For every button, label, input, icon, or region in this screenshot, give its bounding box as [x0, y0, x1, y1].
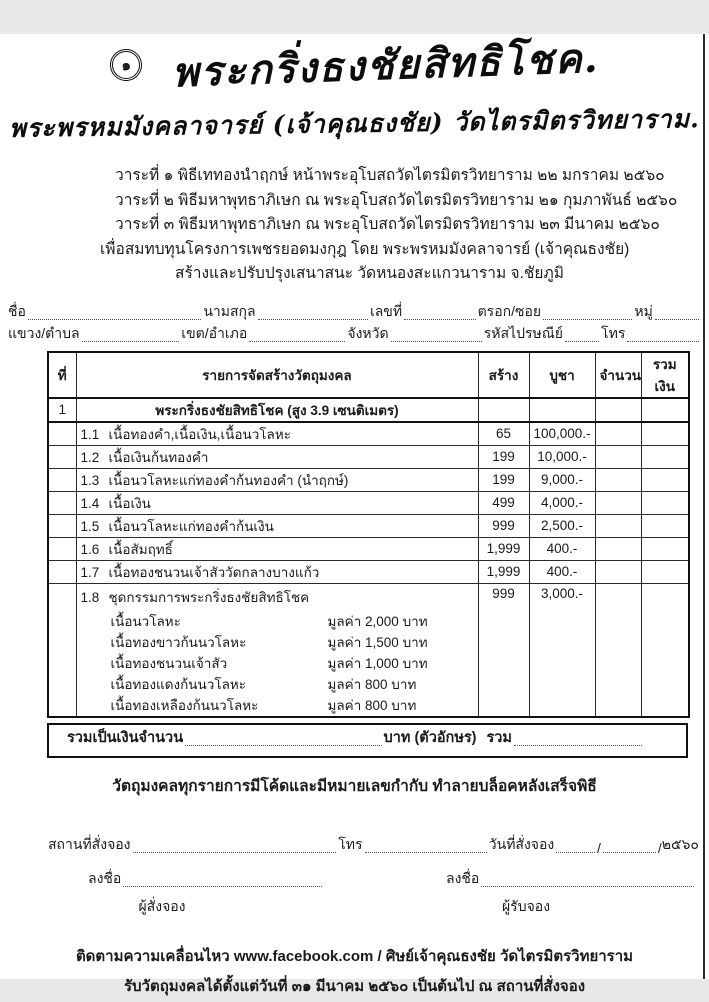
item-made: 999 — [478, 583, 529, 717]
sub-item — [81, 674, 474, 695]
form-row-district — [8, 323, 701, 345]
district-field — [249, 341, 345, 342]
item-quantity-cell — [595, 468, 641, 491]
item-made: 1,999 — [478, 560, 529, 583]
item-desc: เนื้อทองคำ,เนื้อเงิน,เนื้อนวโลหะ — [108, 426, 291, 442]
item-quantity-cell — [595, 491, 641, 514]
handwritten-subtitle: พระพรหมมังคลาจารย์ (เจ้าคุณธงชัย) วัดไตรมิตรวิทยาราม. — [9, 104, 700, 143]
table-row — [48, 560, 689, 583]
circled-numeral-one-symbol: ๑ — [108, 47, 144, 83]
item-price: 10,000.- — [529, 445, 595, 468]
house-no-field — [404, 319, 475, 320]
item-price: 2,500.- — [529, 514, 595, 537]
sub-item-name: เนื้อทองแดงก้นนวโลหะ — [110, 677, 246, 692]
surname-label: นามสกุล — [203, 302, 256, 319]
footer-pickup-line: รับวัตถุมงคลได้ตั้งแต่วันที่ ๓๑ มีนาคม ๒๕๖๐ เป็นต้นไป ณ สถานที่สั่งจอง — [123, 977, 586, 995]
sign-label: ลงชื่อ — [88, 869, 122, 886]
handwritten-title: พระกริ่งธงชัยสิทธิโชค. — [171, 34, 601, 97]
phone-label: โทร — [601, 324, 626, 341]
order-place-field — [133, 852, 337, 853]
sub-item-name: เนื้อนวโลหะ — [110, 614, 181, 629]
item-made: 199 — [478, 468, 529, 491]
sub-item-value: มูลค่า 1,000 บาท — [327, 656, 428, 671]
scan-edge-line — [703, 34, 705, 979]
ceremony-line-5: สร้างและปรับปรุงเสนาสนะ วัดหนองสะแกวนาราม จ.ชัยภูมิ — [175, 265, 564, 282]
moo-field — [655, 319, 699, 320]
total-amount-field — [185, 745, 381, 746]
ceremony-line-1: วาระที่ ๑ พิธีเททองนำฤกษ์ หน้าพระอุโบสถวัดไตรมิตรวิทยาราม ๒๒ มกราคม ๒๕๖๐ — [115, 167, 665, 184]
house-no-label: เลขที่ — [369, 302, 403, 319]
header-total: รวมเงิน — [641, 352, 689, 398]
sub-item-value: มูลค่า 800 บาท — [327, 698, 417, 713]
item-no: 1.5 — [80, 518, 100, 534]
lane-label: ตรอก/ซอย — [477, 302, 542, 319]
item-no: 1.1 — [80, 426, 100, 442]
orderer-signature-block — [0, 868, 354, 918]
group-row — [48, 398, 689, 422]
item-made: 999 — [478, 514, 529, 537]
date-slash-2: / — [657, 839, 662, 856]
footer-facebook-line: ติดตามความเคลื่อนไหว www.facebook.com / ศิษย์เจ้าคุณธงชัย วัดไตรมิตรวิทยาราม — [75, 947, 634, 965]
ceremony-line-3: วาระที่ ๓ พิธีมหาพุทธาภิเษก ณ พระอุโบสถวัดไตรมิตรวิทยาราม ๒๓ มีนาคม ๒๕๖๐ — [115, 216, 660, 233]
table-row — [48, 468, 689, 491]
item-desc: ชุดกรรมการพระกริ่งธงชัยสิทธิโชค — [108, 589, 310, 605]
item-total-cell — [641, 583, 689, 717]
item-made: 65 — [478, 422, 529, 446]
name-label: ชื่อ — [8, 302, 26, 319]
province-field — [391, 341, 482, 342]
item-total-cell — [641, 514, 689, 537]
group-title: พระกริ่งธงชัยสิทธิโชค (สูง 3.9 เซนติเมตร) — [76, 398, 478, 422]
postcode-field — [565, 341, 599, 342]
ceremony-line-4: เพื่อสมทบทุนโครงการเพชรยอดมงกุฎ โดย พระพรหมมังคลาจารย์ (เจ้าคุณธงชัย) — [100, 240, 630, 258]
table-row — [48, 445, 689, 468]
sub-item-name: เนื้อทองชนวนเจ้าสัว — [110, 656, 228, 671]
baht-in-words-label: บาท (ตัวอักษร) — [383, 729, 477, 746]
receiver-signature-block — [354, 868, 708, 918]
total-amount-box — [47, 723, 688, 758]
sub-item — [81, 632, 474, 653]
subdistrict-label: แขวง/ตำบล — [8, 324, 80, 341]
item-desc: เนื้อทองชนวนเจ้าสัววัดกลางบางแก้ว — [108, 564, 320, 580]
item-price: 4,000.- — [529, 491, 595, 514]
province-label: จังหวัด — [347, 324, 389, 341]
district-label: เขต/อำเภอ — [181, 324, 248, 341]
item-desc: เนื้อสัมฤทธิ์ — [108, 541, 173, 557]
name-field — [28, 319, 201, 320]
sign-label: ลงชื่อ — [446, 869, 480, 886]
ceremony-schedule — [0, 164, 709, 287]
lane-field — [543, 319, 632, 320]
item-price: 400.- — [529, 537, 595, 560]
item-quantity-cell — [595, 583, 641, 717]
table-row — [48, 537, 689, 560]
sub-item-value: มูลค่า 800 บาท — [327, 677, 417, 692]
group-no: 1 — [48, 398, 76, 422]
table-header-row — [48, 352, 689, 398]
ceremony-line-2: วาระที่ ๒ พิธีมหาพุทธาภิเษก ณ พระอุโบสถวัดไตรมิตรวิทยาราม ๒๑ กุมภาพันธ์ ๒๕๖๐ — [115, 191, 678, 209]
header-no: ที่ — [48, 352, 76, 398]
sub-item-name: เนื้อทองขาวก้นนวโลหะ — [110, 635, 247, 650]
form-row-name-address — [8, 301, 701, 323]
date-slash-1: / — [596, 839, 601, 856]
receiver-role-label: ผู้รับจอง — [501, 897, 551, 914]
item-desc: เนื้อเงิน — [108, 495, 151, 511]
order-phone-field — [365, 852, 487, 853]
order-place-label: สถานที่สั่งจอง — [48, 835, 131, 852]
grand-total-field — [514, 745, 642, 746]
grand-total-label: รวม — [486, 729, 512, 746]
orderer-role-label: ผู้สั่งจอง — [138, 897, 186, 914]
item-total-cell — [641, 422, 689, 446]
item-total-cell — [641, 468, 689, 491]
order-year-value: ๒๕๖๐ — [661, 835, 699, 852]
sub-item-value: มูลค่า 2,000 บาท — [327, 614, 428, 629]
item-quantity-cell — [595, 560, 641, 583]
item-no: 1.2 — [80, 449, 100, 465]
item-no: 1.6 — [80, 541, 100, 557]
item-made: 499 — [478, 491, 529, 514]
item-desc: เนื้อเงินก้นทองคำ — [108, 449, 209, 465]
item-price: 400.- — [529, 560, 595, 583]
item-total-cell — [641, 537, 689, 560]
sub-item — [81, 695, 474, 716]
sub-item-name: เนื้อทองเหลืองก้นนวโลหะ — [110, 698, 259, 713]
sub-item — [81, 653, 474, 674]
item-made: 1,999 — [478, 537, 529, 560]
item-total-cell — [641, 491, 689, 514]
order-phone-label: โทร — [338, 835, 363, 852]
item-desc: เนื้อนวโลหะแก่ทองคำก้นเงิน — [108, 518, 274, 534]
order-month-field — [603, 852, 656, 853]
item-quantity-cell — [595, 537, 641, 560]
item-quantity-cell — [595, 514, 641, 537]
receiver-signature-field — [481, 886, 694, 887]
header-item-list: รายการจัดสร้างวัตถุมงคล — [76, 352, 478, 398]
item-price: 3,000.- — [529, 583, 595, 717]
item-total-cell — [641, 445, 689, 468]
subdistrict-field — [82, 341, 180, 342]
moo-label: หมู่ — [634, 302, 653, 319]
item-price: 100,000.- — [529, 422, 595, 446]
orderer-signature-field — [123, 886, 322, 887]
item-no: 1.7 — [80, 564, 100, 580]
table-row — [48, 422, 689, 446]
item-total-cell — [641, 560, 689, 583]
reservation-row — [48, 834, 699, 856]
order-date-label: วันที่สั่งจอง — [488, 835, 555, 852]
item-desc: เนื้อนวโลหะแก่ทองคำก้นทองคำ (นำฤกษ์) — [108, 472, 349, 488]
scanned-order-form — [0, 34, 709, 995]
item-quantity-cell — [595, 422, 641, 446]
item-price: 9,000.- — [529, 468, 595, 491]
item-no: 1.8 — [80, 589, 100, 605]
table-row — [48, 514, 689, 537]
item-no: 1.4 — [80, 495, 100, 511]
header-made: สร้าง — [478, 352, 529, 398]
item-made: 199 — [478, 445, 529, 468]
surname-field — [258, 319, 368, 320]
item-no: 1.3 — [80, 472, 100, 488]
handwritten-header — [0, 34, 709, 96]
committee-set-row — [48, 583, 689, 717]
phone-field — [627, 341, 699, 342]
header-quantity: จำนวน — [595, 352, 641, 398]
item-quantity-cell — [595, 445, 641, 468]
signature-section — [0, 868, 709, 918]
order-day-field — [556, 852, 595, 853]
order-table — [47, 351, 690, 718]
code-note: วัตถุมงคลทุกรายการมีโค้ดและมีหมายเลขกำกับ ทำลายบล็อคหลังเสร็จพิธี — [112, 777, 597, 795]
footer — [0, 942, 709, 1002]
sub-item-value: มูลค่า 1,500 บาท — [327, 635, 428, 650]
sub-item — [81, 611, 474, 632]
total-amount-label: รวมเป็นเงินจำนวน — [67, 729, 184, 746]
header-price: บูชา — [529, 352, 595, 398]
set-sub-items — [81, 611, 474, 716]
postcode-label: รหัสไปรษณีย์ — [483, 324, 563, 341]
table-row — [48, 491, 689, 514]
